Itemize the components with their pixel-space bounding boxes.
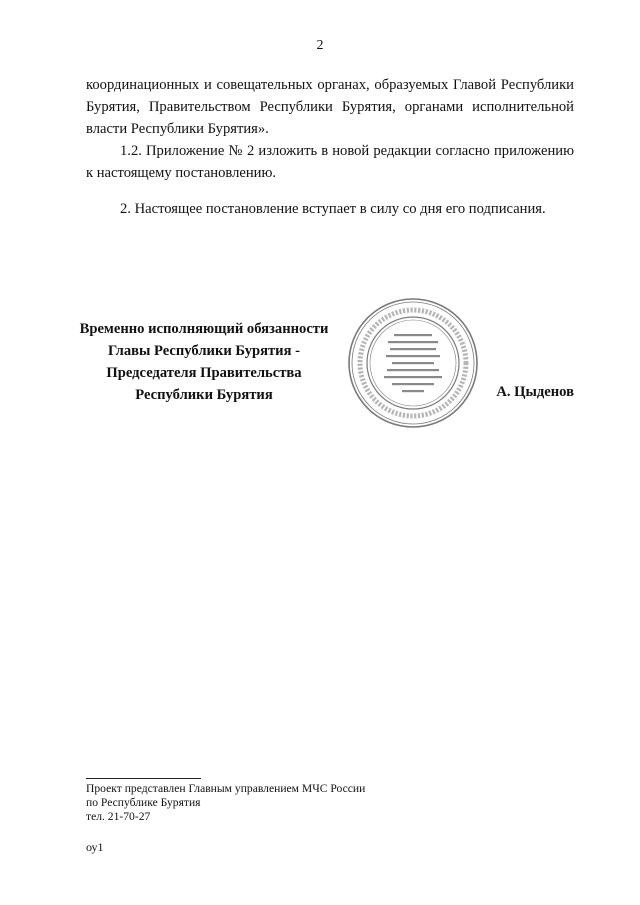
signatory-line: Республики Бурятия	[135, 387, 273, 403]
paragraph-item-1-2: 1.2. Приложение № 2 изложить в новой редакции согласно приложению к настоящему постановлению.	[86, 143, 574, 181]
signatory-line: Председателя Правительства	[106, 365, 302, 381]
footer-line: тел. 21-70-27	[86, 810, 151, 823]
footer-divider	[86, 778, 201, 779]
signatory-title	[70, 318, 338, 406]
document-code: оу1	[86, 840, 104, 854]
signatory-name: А. Цыденов	[496, 384, 574, 400]
footer-line: Проект представлен Главным управлением МЧС России	[86, 782, 366, 795]
signatory-line: Временно исполняющий обязанности	[79, 321, 329, 337]
footer-note	[86, 782, 365, 824]
official-seal-icon	[346, 296, 480, 430]
footer-line: по Республике Бурятия	[86, 796, 201, 809]
signatory-line: Главы Республики Бурятия -	[108, 343, 300, 359]
document-body	[86, 74, 574, 220]
paragraph-continuation: координационных и совещательных органах, образуемых Главой Республики Бурятия, Правительством Республики Бурятия, органами исполнительной власти Республики Бурятия».	[86, 77, 574, 137]
paragraph-item-2: 2. Настоящее постановление вступает в силу со дня его подписания.	[120, 201, 546, 217]
page-number: 2	[316, 38, 324, 53]
